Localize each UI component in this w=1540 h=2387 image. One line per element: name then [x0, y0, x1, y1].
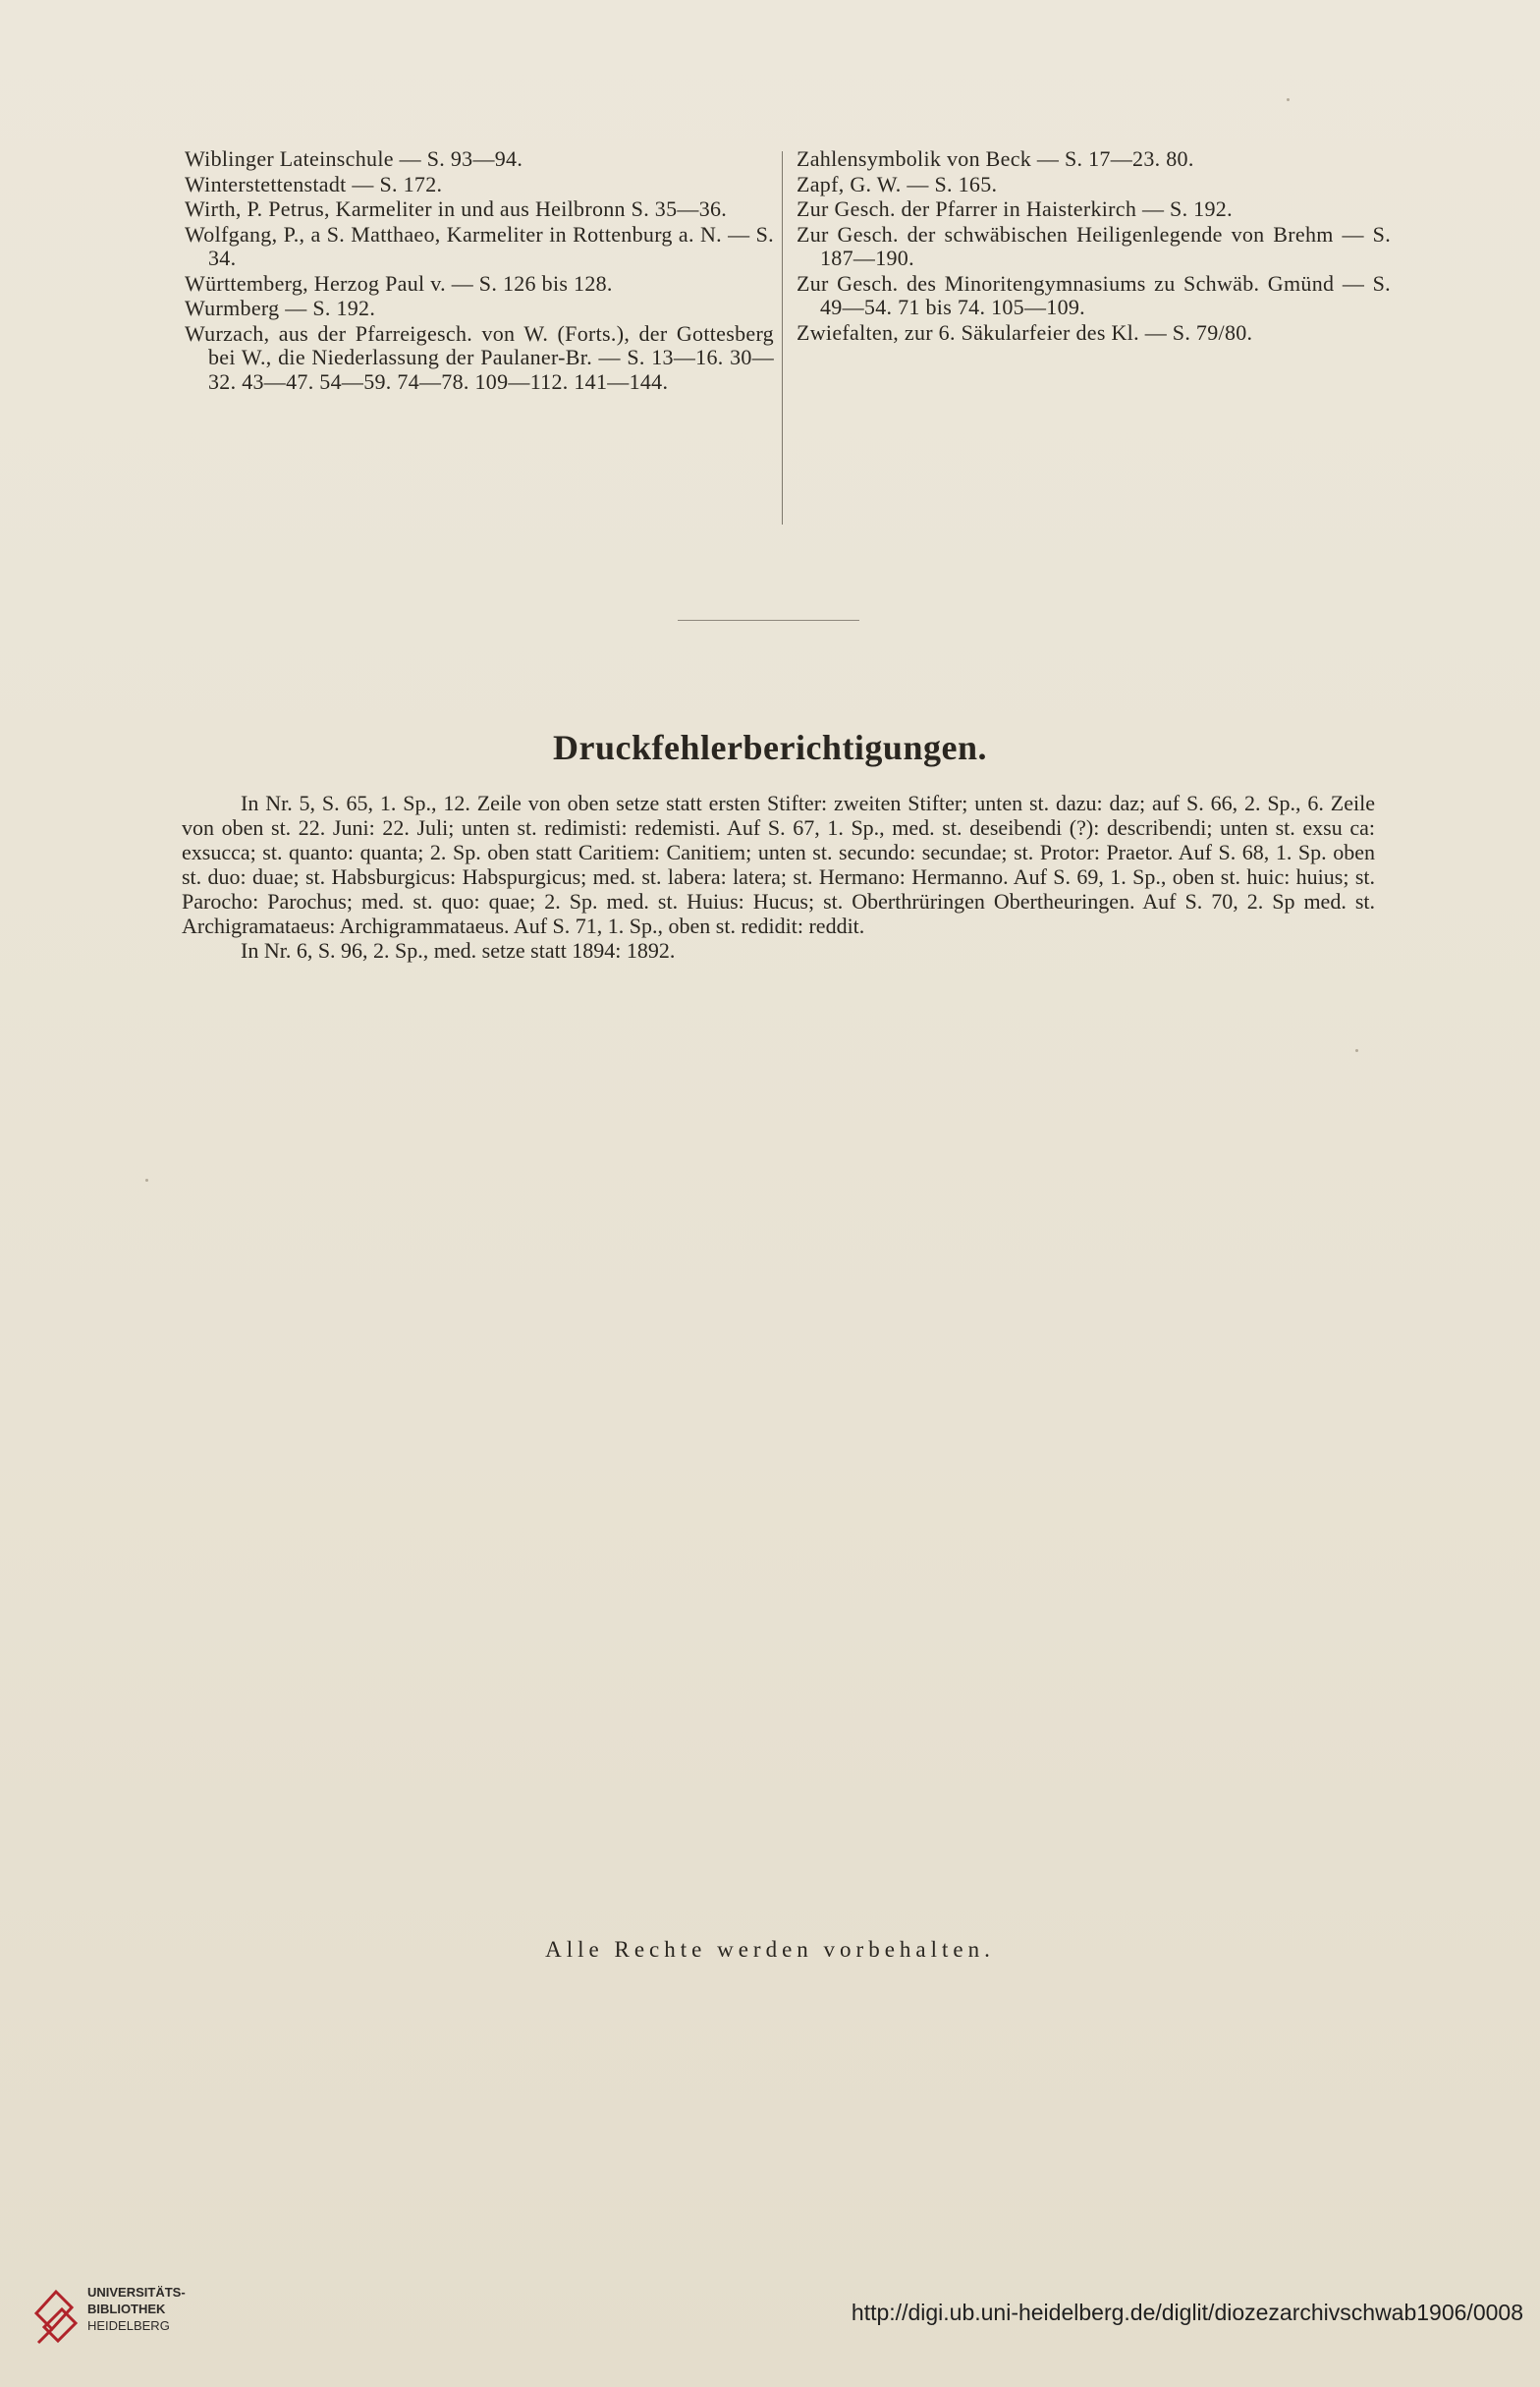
index-left-column [185, 147, 774, 395]
library-name-line: BIBLIOTHEK [87, 2302, 166, 2316]
index-entry: Zur Gesch. der Pfarrer in Haisterkirch — S. 192. [797, 196, 1233, 221]
index-entry: Winterstettenstadt — S. 172. [185, 171, 443, 196]
rights-notice: Alle Rechte werden vorbehalten. [545, 1937, 995, 1962]
index-entry: Wirth, P. Petrus, Karmeliter in und aus Heilbronn S. 35—36. [185, 196, 728, 221]
index-entry: Zapf, G. W. — S. 165. [797, 171, 998, 196]
index-entry: Wurmberg — S. 192. [185, 296, 376, 320]
library-emblem-icon [32, 2284, 82, 2353]
index-entry: Zur Gesch. des Minoritengymnasiums zu Schwäb. Gmünd — S. 49—54. 71 bis 74. 105—109. [797, 270, 1391, 319]
column-divider [782, 151, 783, 525]
index-entry: Wurzach, aus der Pfarreigesch. von W. (Forts.), der Gottesberg bei W., die Niederlassung der Paulaner-Br. — S. 13—16. 30—32. 43—47. 54—59. 74—78. 109—112. 141—144. [185, 320, 774, 394]
index-right-column [797, 147, 1391, 346]
index-section [185, 147, 1393, 530]
errata-paragraph: In Nr. 6, S. 96, 2. Sp., med. setze statt 1894: 1892. [241, 938, 676, 963]
paper-speck [1355, 1049, 1358, 1052]
index-entry: Wolfgang, P., a S. Matthaeo, Karmeliter in Rottenburg a. N. — S. 34. [185, 221, 774, 270]
index-entry: Zur Gesch. der schwäbischen Heiligenlegende von Brehm — S. 187—190. [797, 221, 1391, 270]
library-logo[interactable] [32, 2282, 258, 2360]
index-entry: Zwiefalten, zur 6. Säkularfeier des Kl. — S. 79/80. [797, 319, 1253, 345]
index-entry: Zahlensymbolik von Beck — S. 17—23. 80. [797, 146, 1194, 171]
errata-heading: Druckfehlerberichtigungen. [553, 728, 987, 767]
library-name-line: HEIDELBERG [87, 2318, 170, 2333]
library-name [87, 2284, 186, 2334]
section-divider [678, 620, 859, 621]
errata-body [182, 791, 1375, 963]
source-url[interactable]: http://digi.ub.uni-heidelberg.de/diglit/diozezarchivschwab1906/0008 [851, 2300, 1523, 2325]
errata-paragraph: In Nr. 5, S. 65, 1. Sp., 12. Zeile von oben setze statt ersten Stifter: zweiten Stifter; unten st. dazu: daz; auf S. 66, 2. Sp., 6. Zeile von oben st. 22. Juni: 22. Juli; unten st. redimisti: redemisti. Auf S. 67, 1. Sp., med. st. deseibendi (?): describendi; unten st. exsu ca: exsucca; st. quanto: quanta; 2. Sp. oben statt Caritiem: Canitiem; unten st. secundo: secundae; st. Protor: Praetor. Auf S. 68, 1. Sp. oben st. duo: duae; st. Habsburgicus: Habspurgicus; med. st. labera: latera; st. Hermano: Hermanno. Auf S. 69, 1. Sp., oben st. huic: huius; st. Parocho: Parochus; med. st. quo: quae; 2. Sp. med. st. Huius: Hucus; st. Oberthrüringen Obertheuringen. Auf S. 70, 2. Sp med. st. Archigramataeus: Archigrammataeus. Auf S. 71, 1. Sp., oben st. redidit: reddit. [182, 791, 1375, 938]
index-entry: Württemberg, Herzog Paul v. — S. 126 bis 128. [185, 270, 613, 296]
paper-speck [145, 1179, 148, 1182]
library-name-line: UNIVERSITÄTS- [87, 2285, 186, 2300]
paper-speck [1287, 98, 1290, 101]
index-entry: Wiblinger Lateinschule — S. 93—94. [185, 146, 523, 171]
